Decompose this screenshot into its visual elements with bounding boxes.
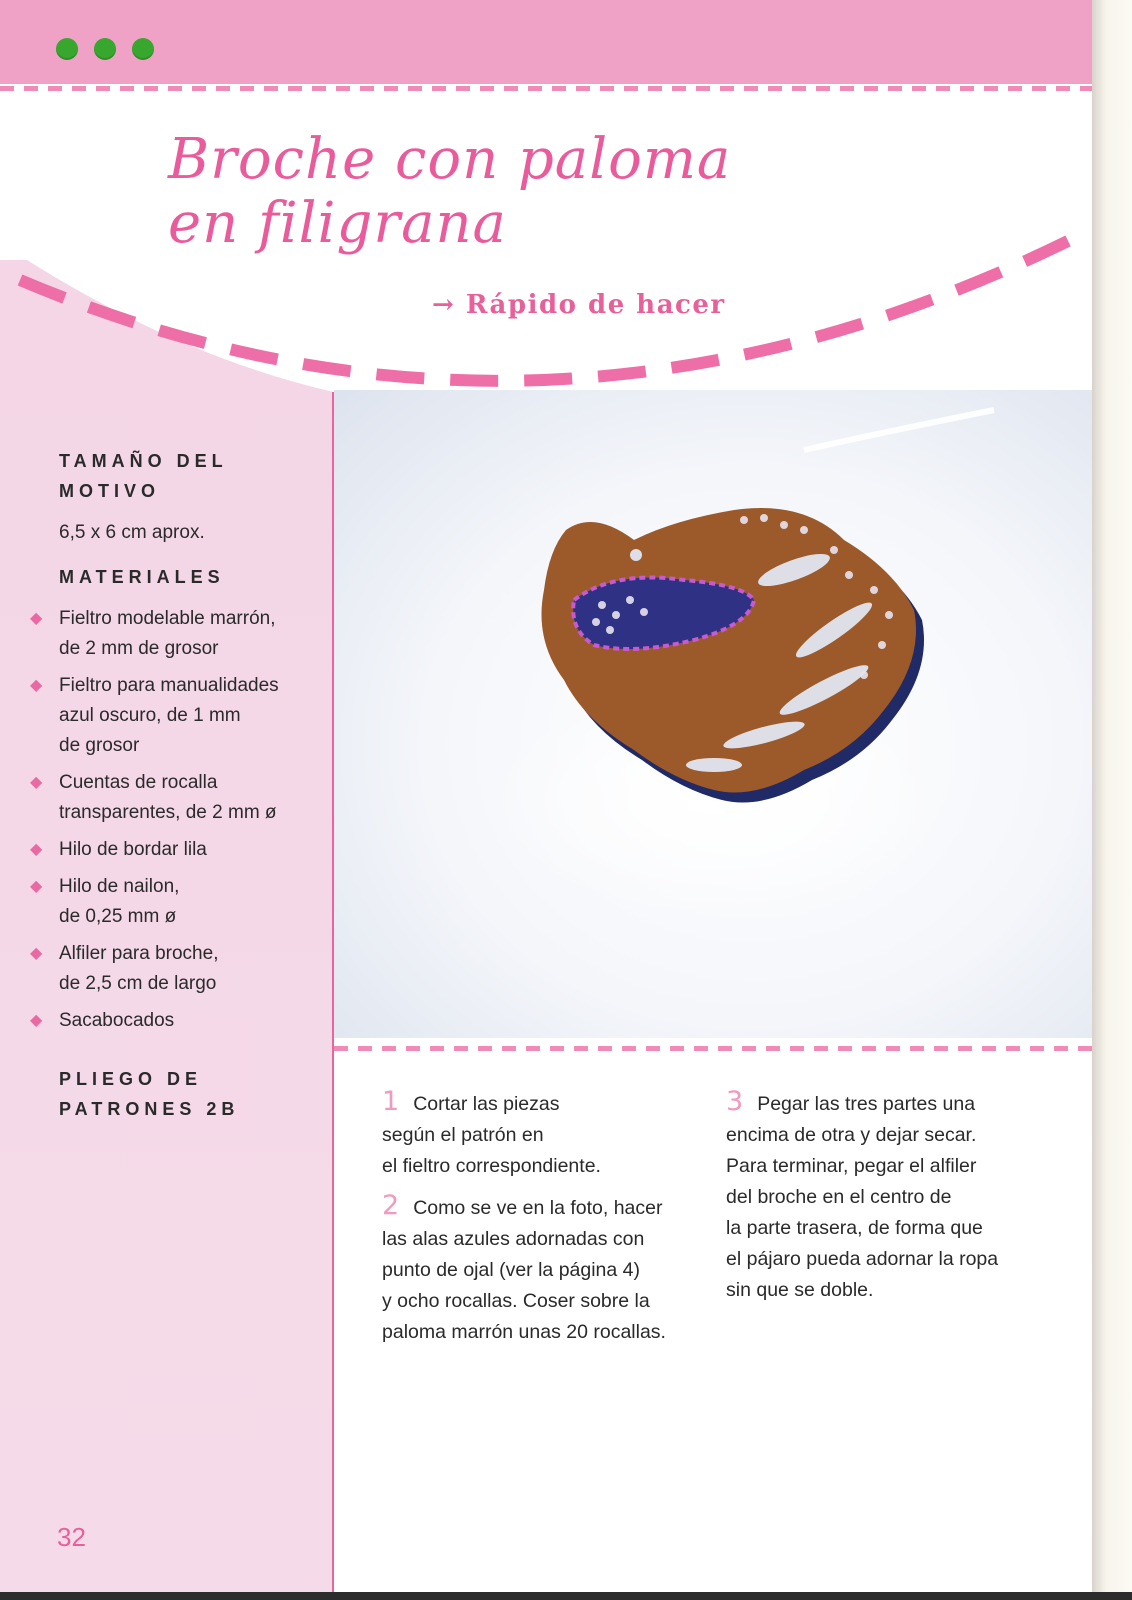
page-number: 32 [57, 1522, 86, 1552]
motif-size-value: 6,5 x 6 cm aprox. [59, 522, 205, 543]
diamond-bullet-icon: ◆ [30, 774, 43, 791]
title-line: Broche con paloma [168, 127, 732, 192]
green-dot-icon [94, 38, 116, 60]
green-dot-icon [132, 38, 154, 60]
item-line: Fieltro para manualidades [59, 675, 279, 696]
diamond-bullet-icon: ◆ [30, 841, 43, 858]
step-line: las alas azules adornadas con [382, 1228, 645, 1250]
step-line: según el patrón en [382, 1124, 544, 1146]
list-item [30, 671, 330, 761]
heading-line: MOTIVO [59, 481, 160, 501]
step-number: 3 [726, 1086, 744, 1117]
diamond-bullet-icon: ◆ [30, 878, 43, 895]
step-text: Cortar las piezas [413, 1093, 560, 1115]
item-line: de grosor [59, 735, 140, 756]
step-item [382, 1190, 682, 1348]
item-line: de 0,25 mm ø [59, 906, 177, 927]
pattern-sheet-heading [59, 1064, 239, 1124]
item-line: Hilo de nailon, [59, 876, 180, 897]
step-line: Para terminar, pegar el alfiler [726, 1155, 977, 1177]
item-line: azul oscuro, de 1 mm [59, 705, 241, 726]
dashed-divider-middle [334, 1046, 1092, 1051]
page-edge-bottom [0, 1592, 1132, 1600]
difficulty-subtitle: → Rápido de hacer [432, 290, 726, 320]
page-edge-right [1092, 0, 1132, 1600]
decorative-dots [56, 38, 154, 60]
header-band [0, 0, 1092, 84]
list-item [30, 1006, 330, 1036]
instructions-column-right [726, 1086, 1026, 1314]
step-line: y ocho rocallas. Coser sobre la [382, 1290, 650, 1312]
diamond-bullet-icon: ◆ [30, 945, 43, 962]
green-dot-icon [56, 38, 78, 60]
title-line: en filigrana [168, 191, 507, 256]
step-number: 1 [382, 1086, 400, 1117]
list-item [30, 768, 330, 828]
step-line: del broche en el centro de [726, 1186, 952, 1208]
diamond-bullet-icon: ◆ [30, 610, 43, 627]
step-line: el fieltro correspondiente. [382, 1155, 601, 1177]
item-line: transparentes, de 2 mm ø [59, 802, 277, 823]
heading-line: PATRONES 2B [59, 1099, 240, 1119]
item-line: Sacabocados [59, 1010, 175, 1031]
brooch-photo [334, 390, 1092, 1038]
step-line: la parte trasera, de forma que [726, 1217, 983, 1239]
step-number: 2 [382, 1190, 400, 1221]
item-line: Fieltro modelable marrón, [59, 608, 276, 629]
step-line: punto de ojal (ver la página 4) [382, 1259, 641, 1281]
diamond-bullet-icon: ◆ [30, 677, 43, 694]
step-item [382, 1086, 682, 1182]
dashed-divider-top [0, 86, 1092, 91]
heading-line: TAMAÑO DEL [59, 451, 228, 471]
motif-size-heading [59, 446, 228, 506]
step-line: encima de otra y dejar secar. [726, 1124, 977, 1146]
step-text: Pegar las tres partes una [757, 1093, 976, 1115]
item-line: de 2 mm de grosor [59, 638, 219, 659]
step-line: paloma marrón unas 20 rocallas. [382, 1321, 666, 1343]
list-item [30, 939, 330, 999]
list-item [30, 604, 330, 664]
step-line: sin que se doble. [726, 1279, 874, 1301]
instructions-column-left [382, 1086, 682, 1356]
item-line: de 2,5 cm de largo [59, 973, 217, 994]
page-title [168, 128, 731, 256]
materials-heading: MATERIALES [59, 567, 225, 587]
list-item [30, 835, 330, 865]
list-item [30, 872, 330, 932]
step-first-line [726, 1086, 1026, 1120]
diamond-bullet-icon: ◆ [30, 1012, 43, 1029]
step-first-line [382, 1190, 682, 1224]
item-line: Hilo de bordar lila [59, 839, 207, 860]
dove-brooch-illustration [334, 390, 1092, 1038]
feather-quill [804, 410, 994, 450]
item-line: Alfiler para broche, [59, 943, 219, 964]
step-item [726, 1086, 1026, 1306]
heading-line: PLIEGO DE [59, 1069, 203, 1089]
step-first-line [382, 1086, 682, 1120]
item-line: Cuentas de rocalla [59, 772, 218, 793]
step-text: Como se ve en la foto, hacer [413, 1197, 663, 1219]
step-line: el pájaro pueda adornar la ropa [726, 1248, 999, 1270]
materials-list [30, 604, 330, 1043]
